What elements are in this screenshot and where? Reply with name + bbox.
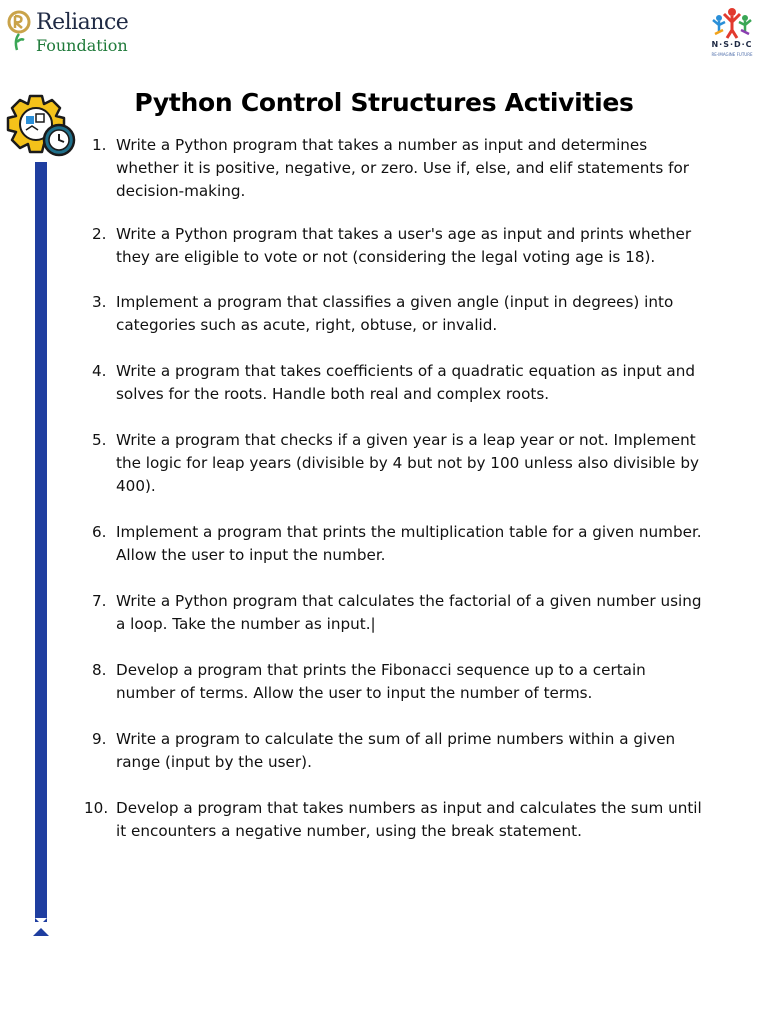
- item-number: 1.: [92, 136, 107, 154]
- list-item: [88, 521, 708, 567]
- item-number: 10.: [84, 799, 109, 817]
- item-text: Implement a program that prints the multiplication table for a given number. Allow the user to input the number.: [116, 523, 702, 564]
- item-number: 3.: [92, 293, 107, 311]
- item-text: Write a Python program that calculates the factorial of a given number using a loop. Take the number as input.|: [116, 592, 702, 633]
- nsdc-wordmark: N·S·D·C: [711, 40, 753, 49]
- item-number: 5.: [92, 431, 107, 449]
- list-item: [88, 659, 708, 705]
- nsdc-logo: [702, 6, 762, 58]
- item-number: 9.: [92, 730, 107, 748]
- gear-clock-icon: [4, 92, 78, 162]
- item-text: Write a program that checks if a given year is a leap year or not. Implement the logic for leap years (divisible by 4 but not by 100 unless also divisible by 400).: [116, 431, 699, 495]
- item-text: Write a Python program that takes a number as input and determines whether it is positive, negative, or zero. Use if, else, and elif statements for decision-making.: [116, 136, 689, 200]
- item-text: Develop a program that prints the Fibonacci sequence up to a certain number of terms. Allow the user to input the number of terms.: [116, 661, 646, 702]
- rail-arrow-icon: [33, 928, 49, 936]
- list-item: [88, 223, 708, 269]
- item-number: 2.: [92, 225, 107, 243]
- page-title: Python Control Structures Activities: [134, 88, 634, 117]
- activity-list: [84, 134, 708, 843]
- item-text: Write a program that takes coefficients of a quadratic equation as input and solves for the roots. Handle both real and complex roots.: [116, 362, 695, 403]
- item-text: Write a Python program that takes a user's age as input and prints whether they are eligible to vote or not (considering the legal voting age is 18).: [116, 225, 692, 266]
- item-number: 6.: [92, 523, 107, 541]
- item-text: Write a program to calculate the sum of all prime numbers within a given range (input by the user).: [116, 730, 676, 771]
- list-item: [88, 134, 708, 203]
- brand-name-line2: Foundation: [36, 36, 128, 55]
- list-item: [88, 291, 708, 337]
- nsdc-tagline: RE-IMAGINE FUTURE: [711, 52, 753, 57]
- list-item: [88, 360, 708, 406]
- list-item: [88, 590, 708, 636]
- vertical-rail: [35, 162, 47, 922]
- item-number: 4.: [92, 362, 107, 380]
- item-text: Implement a program that classifies a given angle (input in degrees) into categories such as acute, right, obtuse, or invalid.: [116, 293, 674, 334]
- item-number: 8.: [92, 661, 107, 679]
- rail-notch: [35, 918, 47, 924]
- list-item: [88, 429, 708, 498]
- item-number: 7.: [92, 592, 107, 610]
- brand-name-line1: Reliance: [36, 10, 129, 35]
- list-item: [88, 728, 708, 774]
- list-item: [84, 797, 708, 843]
- reliance-emblem-icon: [6, 10, 32, 54]
- people-figures-icon: [707, 6, 757, 40]
- reliance-foundation-logo: [6, 8, 136, 56]
- item-text: Develop a program that takes numbers as input and calculates the sum until it encounters a negative number, using the break statement.: [116, 799, 702, 840]
